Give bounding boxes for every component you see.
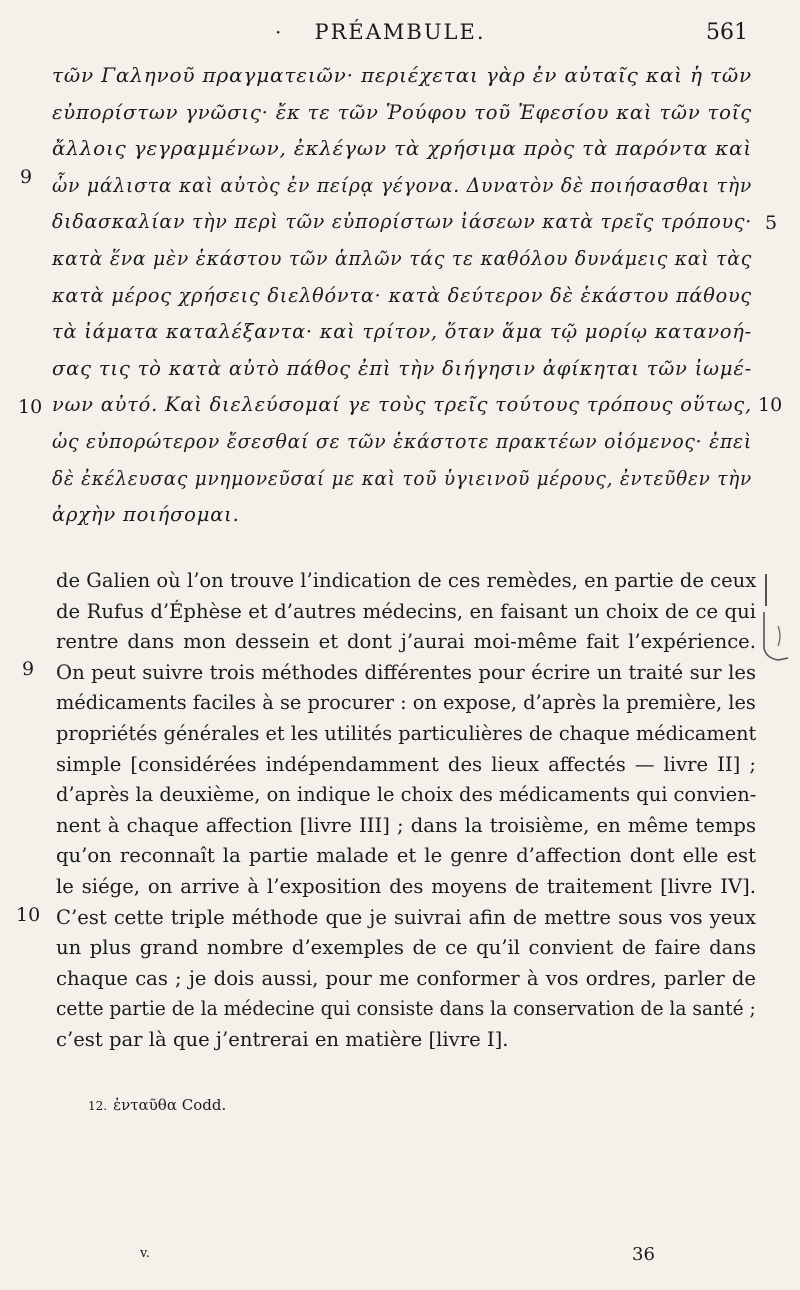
french-line: On peut suivre trois méthodes différentes pour écrire un traité sur les	[56, 660, 756, 684]
greek-line: τῶν Γαληνοῦ πραγματειῶν· περιέχεται γὰρ ἐν αὐταῖς καὶ ἡ τῶν	[52, 64, 752, 87]
page-number: 561	[706, 20, 748, 45]
french-margin-section-10: 10	[16, 904, 41, 926]
french-line: de Rufus d’Éphèse et d’autres médecins, en faisant un choix de ce qui	[56, 599, 756, 623]
greek-line: ἀρχὴν ποιήσομαι.	[52, 503, 240, 527]
greek-line: κατὰ μέρος χρήσεις διελθόντα· κατὰ δεύτερον δὲ ἑκάστου πάθους	[52, 283, 752, 307]
greek-margin-section-9: 9	[20, 166, 33, 188]
french-line: de Galien où l’on trouve l’indication de ces remèdes, en partie de ceux	[56, 569, 757, 592]
french-line: rentre dans mon dessein et dont j’aurai moi-même fait l’expérience.	[56, 630, 756, 654]
greek-line: κατὰ ἕνα μὲν ἑκάστου τῶν ἁπλῶν τάς τε καθόλου δυνάμεις καὶ τὰς	[52, 246, 752, 270]
footnote	[88, 1096, 226, 1114]
french-line: qu’on reconnaît la partie malade et le genre d’affection dont elle est	[56, 844, 756, 868]
greek-line: ὧν μάλιστα καὶ αὐτὸς ἐν πείρᾳ γέγονα. Δυνατὸν δὲ ποιήσασθαι τὴν	[52, 173, 752, 197]
french-text-block	[56, 566, 756, 1056]
french-line: le siége, on arrive à l’exposition des moyens de traitement [livre IV].	[56, 874, 756, 898]
greek-margin-line-10: 10	[758, 394, 783, 416]
french-line: cette partie de la médecine qui consiste dans la conservation de la santé ;	[56, 997, 756, 1021]
french-line: chaque cas ; je dois aussi, pour me conformer à vos ordres, parler de	[56, 966, 756, 990]
french-margin-section-9: 9	[22, 658, 35, 680]
french-line: C’est cette triple méthode que je suivrai afin de mettre sous vos yeux	[56, 905, 756, 929]
header-dot: ·	[275, 20, 282, 44]
running-header	[0, 20, 800, 50]
footnote-number: 12.	[88, 1099, 108, 1113]
pencil-margin-mark-icon	[752, 568, 792, 668]
french-line: médicaments faciles à se procurer : on expose, d’après la première, les	[56, 691, 756, 715]
footnote-text: ἐνταῦθα Codd.	[113, 1096, 227, 1114]
greek-text-block	[52, 58, 752, 534]
greek-line: τὰ ἰάματα καταλέξαντα· καὶ τρίτον, ὅταν ἅμα τῷ μορίῳ κατανοή-	[52, 320, 752, 344]
greek-line: εὐπορίστων γνῶσις· ἔκ τε τῶν Ῥούφου τοῦ Ἐφεσίου καὶ τῶν τοῖς	[52, 100, 753, 124]
greek-margin-line-5: 5	[765, 212, 778, 234]
greek-line: δὲ ἐκέλευσας μνημονεῦσαί με καὶ τοῦ ὑγιεινοῦ μέρους, ἐντεῦθεν τὴν	[52, 466, 752, 490]
greek-line: νων αὐτό. Καὶ διελεύσομαί γε τοὺς τρεῖς τούτους τρόπους οὕτως,	[52, 393, 752, 417]
french-line: c’est par là que j’entrerai en matière [livre I].	[56, 1027, 509, 1051]
french-line: simple [considérées indépendamment des lieux affectés — livre II] ;	[56, 752, 756, 776]
french-line: nent à chaque affection [livre III] ; dans la troisième, en même temps	[56, 813, 756, 837]
greek-line: ἄλλοις γεγραμμένων, ἐκλέγων τὰ χρήσιμα πρὸς τὰ παρόντα καὶ	[52, 137, 753, 161]
french-line: propriétés générales et les utilités particulières de chaque médicament	[56, 721, 757, 745]
greek-line: ὡς εὐπορώτερον ἔσεσθαί σε τῶν ἑκάστοτε πρακτέων οἰόμενος· ἐπεὶ	[52, 429, 752, 453]
french-line: d’après la deuxième, on indique le choix des médicaments qui convien-	[56, 783, 757, 807]
signature-mark: v.	[140, 1246, 150, 1261]
sheet-number: 36	[632, 1244, 655, 1265]
greek-margin-section-10: 10	[18, 396, 43, 418]
french-line: un plus grand nombre d’exemples de ce qu’il convient de faire dans	[56, 936, 756, 960]
greek-line: διδασκαλίαν τὴν περὶ τῶν εὐπορίστων ἰάσεων κατὰ τρεῖς τρόπους·	[52, 210, 752, 234]
greek-line: σας τις τὸ κατὰ αὐτὸ πάθος ἐπὶ τὴν διήγησιν ἀφίκηται τῶν ἰωμέ-	[52, 356, 752, 380]
page-title: PRÉAMBULE.	[314, 20, 486, 44]
